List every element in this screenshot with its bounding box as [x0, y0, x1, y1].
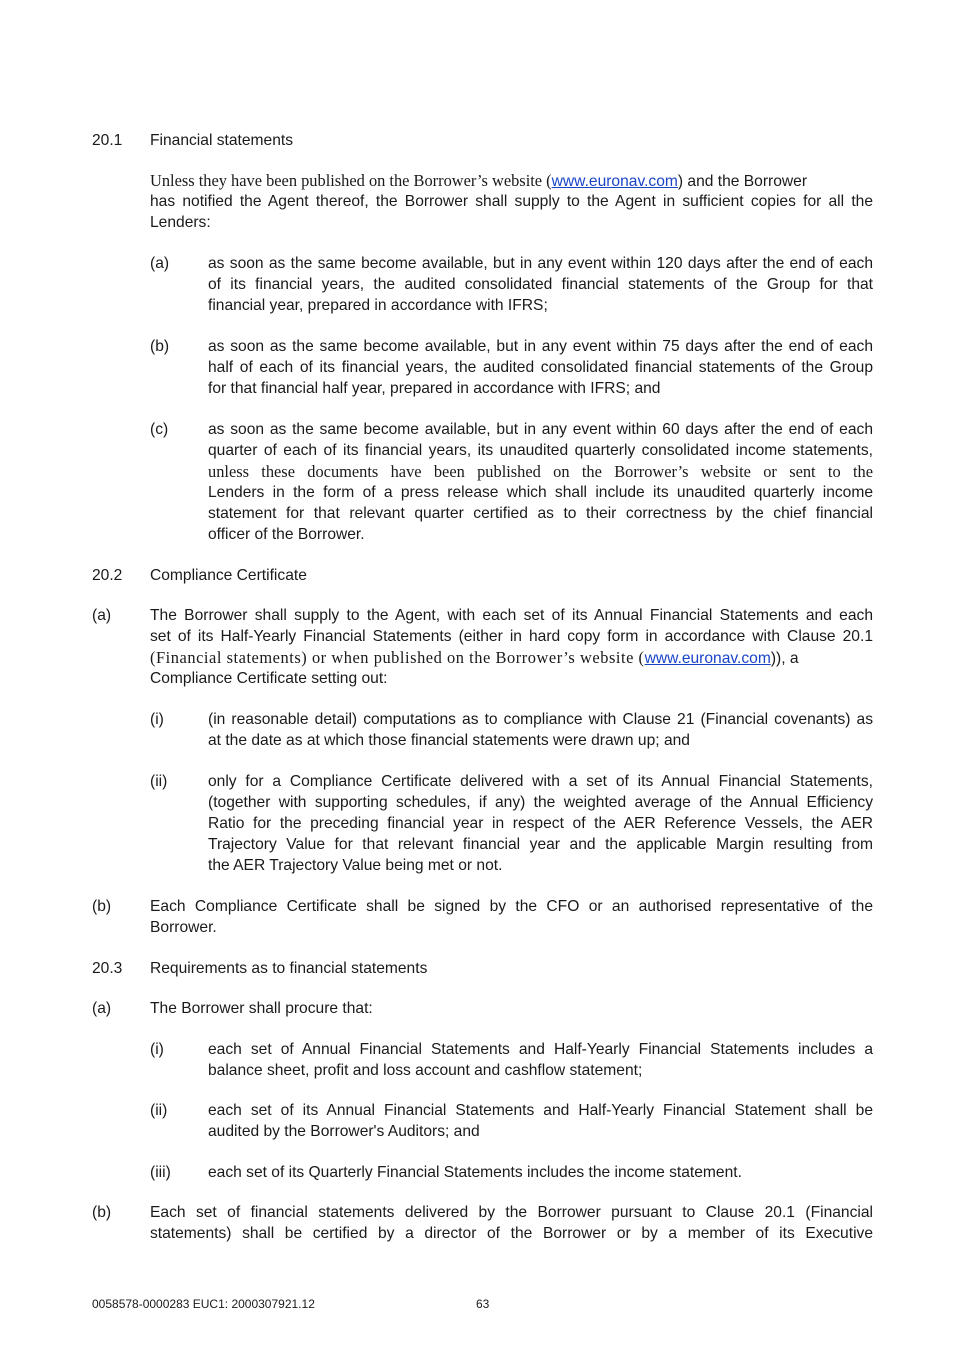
item-line: Borrower.: [150, 919, 217, 936]
item-label: (a): [92, 1000, 112, 1017]
item-line: as soon as the same become available, but in any event within 60 days after the end of each: [208, 421, 873, 438]
item-label: (b): [92, 898, 112, 915]
euronav-link[interactable]: www.euronav.com: [551, 173, 678, 190]
euronav-link[interactable]: www.euronav.com: [644, 650, 771, 667]
item-line: Ratio for the preceding financial year in respect of the AER Reference Vessels, the AER: [208, 815, 873, 832]
item-line: of its financial years, the audited consolidated financial statements of the Group for that: [208, 276, 873, 293]
item-line: statement for that relevant quarter certified as to their correctness by the chief financial: [208, 505, 873, 522]
section-number: 20.1: [92, 132, 123, 149]
item-line: The Borrower shall supply to the Agent, with each set of its Annual Financial Statements and each: [150, 607, 873, 624]
footer-doc-ref: 0058578-0000283 EUC1: 2000307921.12: [92, 1297, 315, 1311]
section-title: Requirements as to financial statements: [150, 960, 428, 977]
item-line: at the date as at which those financial statements were drawn up; and: [208, 732, 690, 749]
item-line: (together with supporting schedules, if any) the weighted average of the Annual Efficiency: [208, 794, 873, 811]
item-label: (ii): [150, 773, 168, 790]
item-label: (b): [92, 1204, 112, 1221]
intro-line: has notified the Agent thereof, the Borrower shall supply to the Agent in sufficient copies for all the: [150, 193, 873, 210]
item-label: (i): [150, 1041, 164, 1058]
item-line: audited by the Borrower's Auditors; and: [208, 1123, 480, 1140]
item-line: as soon as the same become available, but in any event within 75 days after the end of each: [208, 338, 873, 355]
item-line: set of its Half-Yearly Financial Statements (either in hard copy form in accordance with Clause 20.1: [150, 628, 873, 645]
item-label: (a): [92, 607, 112, 624]
intro-line: [150, 170, 873, 191]
section-number: 20.3: [92, 960, 123, 977]
item-line: statements) shall be certified by a director of the Borrower or by a member of its Executive: [150, 1225, 873, 1242]
item-label: (b): [150, 338, 170, 355]
item-line: The Borrower shall procure that:: [150, 1000, 373, 1017]
item-line: Each Compliance Certificate shall be signed by the CFO or an authorised representative of the: [150, 898, 873, 915]
item-label: (i): [150, 711, 164, 728]
item-line: quarter of each of its financial years, its unaudited quarterly consolidated income statements,: [208, 442, 873, 459]
item-text: (Financial statements) or when published on the Borrower’s website (: [150, 648, 645, 667]
item-line: as soon as the same become available, but in any event within 120 days after the end of each: [208, 255, 873, 272]
item-line: half of each of its financial years, the audited consolidated financial statements of the Group: [208, 359, 873, 376]
item-line: Compliance Certificate setting out:: [150, 670, 388, 687]
intro-line: Lenders:: [150, 214, 211, 231]
item-line: each set of its Annual Financial Statements and Half-Yearly Financial Statement shall be: [208, 1102, 873, 1119]
item-line: only for a Compliance Certificate delivered with a set of its Annual Financial Statements,: [208, 773, 873, 790]
intro-text: ) and the Borrower: [677, 173, 808, 190]
item-label: (a): [150, 255, 170, 272]
item-line: [150, 647, 873, 668]
section-title: Compliance Certificate: [150, 567, 307, 584]
item-text: )), a: [770, 650, 799, 667]
section-title: Financial statements: [150, 132, 294, 149]
item-label: (c): [150, 421, 169, 438]
section-number: 20.2: [92, 567, 123, 584]
item-line: for that financial half year, prepared in accordance with IFRS; and: [208, 380, 661, 397]
item-line: officer of the Borrower.: [208, 526, 365, 543]
item-line: Lenders in the form of a press release which shall include its unaudited quarterly income: [208, 484, 873, 501]
item-label: (ii): [150, 1102, 168, 1119]
item-label: (iii): [150, 1164, 171, 1181]
item-line: (in reasonable detail) computations as to compliance with Clause 21 (Financial covenants) as: [208, 711, 873, 728]
intro-text: Unless they have been published on the Borrower’s website (: [150, 171, 552, 190]
item-line: Each set of financial statements delivered by the Borrower pursuant to Clause 20.1 (Financial: [150, 1204, 873, 1221]
item-line: the AER Trajectory Value being met or not.: [208, 857, 503, 874]
item-line: Trajectory Value for that relevant financial year and the applicable Margin resulting from: [208, 836, 873, 853]
item-line: each set of its Quarterly Financial Statements includes the income statement.: [208, 1164, 742, 1181]
item-line: balance sheet, profit and loss account and cashflow statement;: [208, 1062, 643, 1079]
item-line: financial year, prepared in accordance with IFRS;: [208, 297, 548, 314]
item-line: each set of Annual Financial Statements and Half-Yearly Financial Statements includes a: [208, 1041, 873, 1058]
item-line: unless these documents have been published on the Borrower’s website or sent to the: [208, 462, 873, 481]
page-number: 63: [476, 1297, 490, 1311]
